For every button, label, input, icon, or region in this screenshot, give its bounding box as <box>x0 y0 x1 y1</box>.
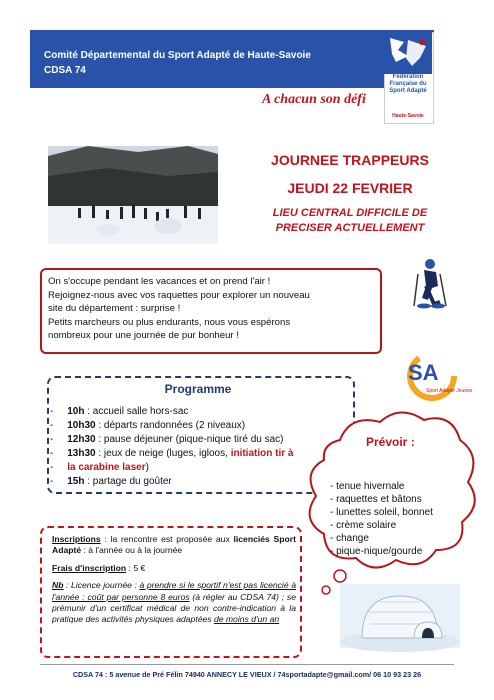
prevoir-item: - raquettes et bâtons <box>330 494 422 505</box>
location-line-2: PRECISER ACTUELLEMENT <box>275 222 425 234</box>
org-name <box>44 48 311 78</box>
snow-photo <box>48 146 218 244</box>
footer-divider <box>40 664 454 665</box>
prevoir-item: - tenue hivernale <box>330 481 405 492</box>
ffsa-logo-text: Fédération Française du Sport Adapté <box>389 74 427 94</box>
programme-title: Programme <box>164 382 232 396</box>
igloo-image <box>340 584 460 653</box>
programme-item: - 15h : partage du goûter <box>50 476 172 487</box>
prevoir-item: - lunettes soleil, bonnet <box>330 507 433 518</box>
ffsa-logo-emblem <box>384 32 432 74</box>
prevoir-item: - crème solaire <box>330 520 397 531</box>
intro-line: Petits marcheurs ou plus endurants, nous vous espérons <box>48 316 291 328</box>
snowshoe-hiker-icon <box>404 256 454 321</box>
event-title: JOURNEE TRAPPEURS <box>271 152 429 168</box>
location-line-1: LIEU CENTRAL DIFFICILE DE <box>272 207 428 219</box>
programme-item-cont: - la carabine laser) <box>50 462 149 473</box>
footer-contact: CDSA 74 : 5 avenue de Pré Félin 74940 ANNECY LE VIEUX / 74sportadapte@gmail.com/ 06 10 93 23 26 <box>72 670 422 679</box>
intro-line: Rejoignez-nous avec vos raquettes pour explorer un nouveau <box>48 289 310 301</box>
sa-logo-sub: Sport Adapté Jeunes <box>426 388 473 394</box>
event-date: JEUDI 22 FEVRIER <box>287 180 413 196</box>
event-location <box>240 206 460 236</box>
programme-item: - 12h30 : pause déjeuner (pique-nique tiré du sac) <box>50 434 284 445</box>
inscriptions-text: Inscriptions : la rencontre est proposée aux licenciés Sport Adapté : à l'année ou à la journée Frais d'inscription : 5 € Nb : Licence journée : à prendre si le sportif n'est pas licencié à l'année : coût par personne 8 euros (à régler au CDSA 74) ; se prémunir d'un certificat médical de non contre-indication à la pratique des activités physiques adaptées de moins d'un an <box>52 534 297 625</box>
sa-logo-text: SA <box>408 360 439 385</box>
intro-line: On s'occupe pendant les vacances et on prend l'air ! <box>48 276 271 287</box>
intro-box <box>40 268 382 354</box>
rooster-icon <box>384 32 432 74</box>
programme-item: - 10h : accueil salle hors-sac <box>50 406 189 417</box>
programme-item: - 10h30 : départs randonnées (2 niveaux) <box>50 420 246 431</box>
prevoir-title: Prévoir : <box>366 435 415 449</box>
prevoir-item: - pique-nique/gourde <box>330 546 423 557</box>
sport-adapte-jeunes-logo <box>402 346 473 408</box>
prevoir-item: - change <box>330 533 369 544</box>
slogan: A chacun son défi <box>262 92 366 107</box>
org-line-2: CDSA 74 <box>44 65 86 76</box>
intro-line: site du département : surprise ! <box>48 303 181 315</box>
intro-line: nombreux pour une journée de pur bonheur ! <box>48 330 239 342</box>
ffsa-logo-sub: Haute-Savoie <box>392 113 424 119</box>
org-line-1: Comité Départemental du Sport Adapté de Haute-Savoie <box>44 50 311 61</box>
programme-item: - 13h30 : jeux de neige (luges, igloos, initiation tir à <box>50 448 294 459</box>
